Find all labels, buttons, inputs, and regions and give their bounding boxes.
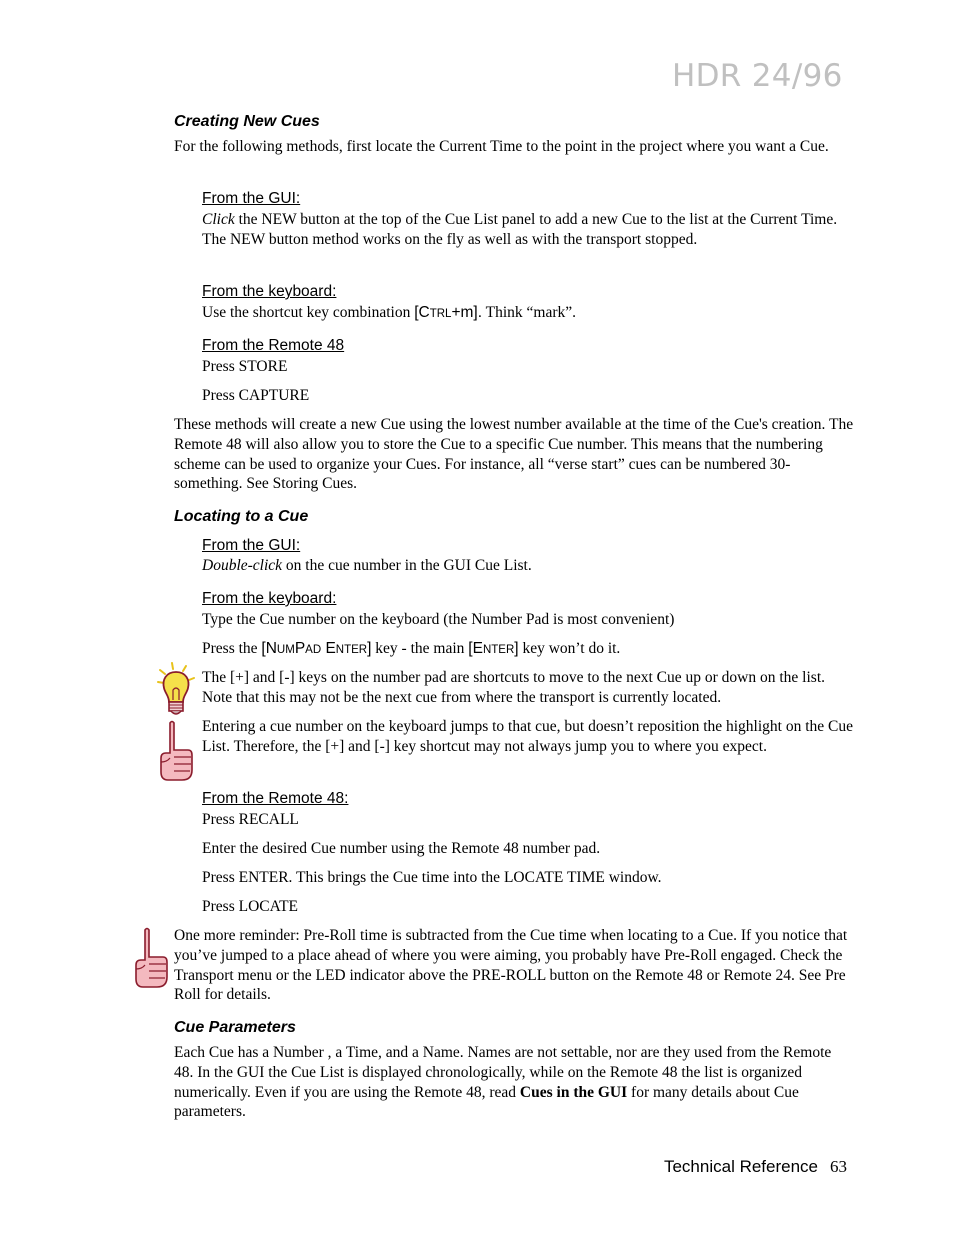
lightbulb-icon — [154, 662, 198, 718]
numpad-key-c: P — [294, 640, 306, 657]
subheading-locate-from-remote-48: From the Remote 48: — [202, 790, 349, 807]
numpad-key-a: [N — [261, 640, 277, 657]
click-emphasis: Click — [202, 211, 235, 228]
params-text-post: for many details about Cue parameters. — [174, 1083, 799, 1121]
subheading-from-keyboard: From the keyboard: — [202, 283, 337, 300]
cues-in-gui-reference: Cues in the GUI — [519, 1083, 628, 1101]
double-click-emphasis: Double-click — [202, 557, 283, 574]
enter-key-c: ] — [514, 640, 519, 657]
subheading-locate-from-keyboard: From the keyboard: — [202, 590, 337, 607]
numpad-key-d: AD — [305, 644, 322, 656]
creating-intro-paragraph: For the following methods, first locate the Current Time to the point in the project where you want a Cue. — [174, 138, 829, 155]
subheading-from-gui: From the GUI: — [202, 190, 301, 207]
warning-paragraph: Entering a cue number on the keyboard jumps to that cue, but doesn’t reposition the highlight on the Cue List. Therefore, the [+] and [-] key shortcut may not always jump you to where you expect. — [202, 718, 854, 755]
pointing-hand-icon — [133, 927, 169, 989]
subheading-locate-from-gui: From the GUI: — [202, 537, 301, 554]
subheading-from-remote-48: From the Remote 48 — [202, 337, 345, 354]
remote-create-step-2: Press CAPTURE — [202, 387, 310, 404]
keyboard-locate-step-1: Type the Cue number on the keyboard (the Number Pad is most convenient) — [202, 611, 675, 628]
heading-creating-new-cues: Creating New Cues — [174, 113, 320, 130]
numpad-key-g: ] — [367, 640, 372, 657]
kb-post-text: Think “mark”. — [482, 304, 577, 321]
remote-locate-step-2: Enter the desired Cue number using the Remote 48 number pad. — [202, 840, 601, 857]
remote-locate-step-4: Press LOCATE — [202, 898, 299, 915]
kb-shortcut-close: +m]. — [451, 304, 483, 321]
enter-key-a: [E — [468, 640, 483, 657]
params-text-pre: Each Cue has a Number , a Time, and a Name. Names are not settable, nor are they used from the Remote 48. In the GUI the Cue List is displayed chronologically, while on the Remote 48 the list is organized numerically. Even if you are using the Remote 48, read — [174, 1044, 832, 1101]
kb-press-text: Press the — [202, 640, 262, 657]
tip-paragraph: The [+] and [-] keys on the number pad are shortcuts to move to the next Cue up or down on the list. Note that this may not be the next cue from where the transport is currently located. — [202, 669, 825, 706]
page-footer — [664, 1157, 847, 1177]
enter-key-b: NTER — [482, 644, 515, 656]
heading-locating-to-a-cue: Locating to a Cue — [174, 508, 309, 525]
keyboard-create-paragraph — [202, 303, 854, 325]
pointing-hand-icon — [158, 720, 194, 782]
remote-locate-step-1: Press RECALL — [202, 811, 299, 828]
numpad-key-f: NTER — [335, 644, 368, 656]
gui-locate-paragraph — [202, 556, 854, 576]
numpad-key-b: UM — [276, 644, 295, 656]
kb-pre-text: Use the shortcut key combination — [202, 304, 415, 321]
kb-shortcut-open: [C — [414, 304, 430, 321]
kb-end-text: key won’t do it. — [518, 640, 621, 657]
gui-create-paragraph — [202, 210, 854, 250]
preroll-reminder-paragraph: One more reminder: Pre-Roll time is subtracted from the Cue time when locating to a Cue. If you notice that you’ve jumped to a place ahead of where you were aiming, you probably have Pre-Roll engaged. Check the Transport menu or the LED indicator above the PRE-ROLL button on the Remote 48 or Remote 24. See Pre Roll for details. — [174, 927, 848, 1004]
remote-locate-step-3: Press ENTER. This brings the Cue time into the LOCATE TIME window. — [202, 869, 662, 886]
remote-create-step-1: Press STORE — [202, 358, 288, 375]
kb-shortcut-ctrl: TRL — [429, 308, 452, 320]
page-number: 63 — [830, 1157, 847, 1176]
gui-locate-text: on the cue number in the GUI Cue List. — [282, 557, 532, 574]
heading-cue-parameters: Cue Parameters — [174, 1019, 296, 1036]
document-header-title: HDR 24/96 — [672, 58, 843, 94]
creating-summary-paragraph: These methods will create a new Cue using the lowest number available at the time of the Cue's creation. The Remote 48 will also allow you to store the Cue to a specific Cue number. This means that the numbering scheme can be used to organize your Cues. For instance, all “verse start” cues can be numbered 30-something. See Storing Cues. — [174, 416, 854, 493]
cue-parameters-paragraph — [174, 1043, 854, 1122]
gui-create-text: the NEW button at the top of the Cue List panel to add a new Cue to the list at the Current Time. The NEW button method works on the fly as well as with the transport stopped. — [202, 211, 838, 248]
kb-mid-text: key - the main — [371, 640, 469, 657]
numpad-key-e: E — [321, 640, 336, 657]
keyboard-locate-step-2 — [202, 639, 854, 661]
footer-section-label: Technical Reference — [663, 1157, 818, 1176]
